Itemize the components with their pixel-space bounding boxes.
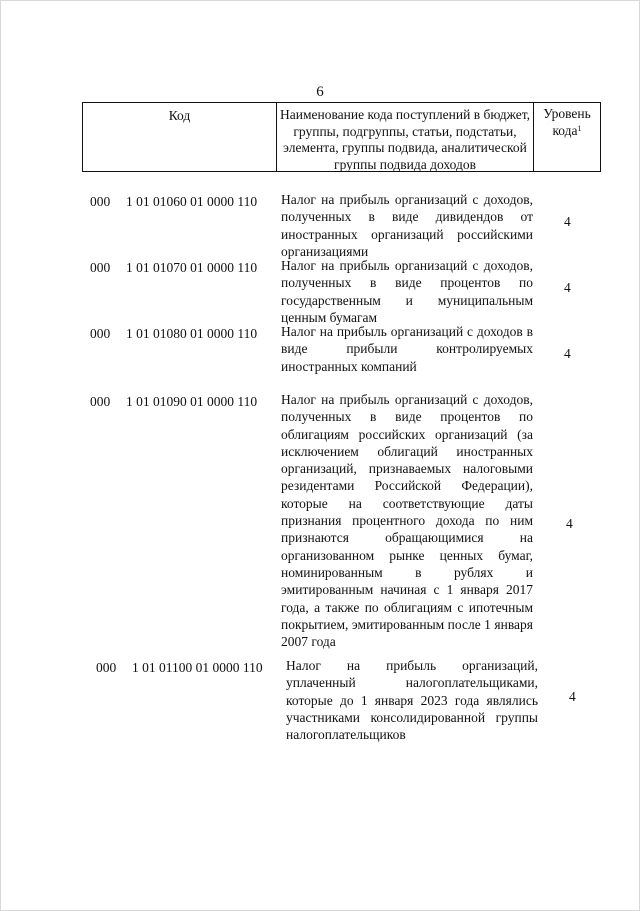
income-name: Налог на прибыль организаций, уплаченный налогоплательщиками, которые до 1 января 2023 года являлись участниками консолидированной группы налогоплательщиков: [286, 658, 538, 743]
admin-code: 000: [90, 394, 111, 409]
budget-code: 1 01 01070 01 0000 110: [126, 260, 258, 275]
income-name: Налог на прибыль организаций с доходов, полученных в виде процентов по государственным и муниципальным ценным бумагам: [281, 258, 533, 325]
header-level-label: Уровень кода: [543, 106, 591, 138]
budget-code: 1 01 01080 01 0000 110: [126, 326, 258, 341]
income-name: Налог на прибыль организаций с доходов в виде прибыли контролируемых иностранных компаний: [281, 324, 533, 374]
code-level: 4: [569, 689, 576, 704]
budget-code: 1 01 01060 01 0000 110: [126, 194, 258, 209]
budget-code: 1 01 01090 01 0000 110: [126, 394, 258, 409]
income-name: Налог на прибыль организаций с доходов, полученных в виде процентов по облигациям российских организаций (за исключением облигаций иностранных организаций, признаваемых налоговыми резидентами Российской Федерации), которые на соответствующие даты признания процентного дохода по ним признаются обращающимися на организованном рынке ценных бумаг, номинированным в рублях и эмитированным начиная с 1 января 2017 года, а также по облигациям с ипотечным покрытием, эмитированным после 1 января 2007 года: [281, 392, 533, 650]
page-number: 6: [316, 84, 324, 100]
admin-code: 000: [90, 326, 111, 341]
header-code: Код: [83, 103, 277, 171]
header-level-footnote: 1: [577, 124, 582, 133]
code-level: 4: [566, 516, 573, 531]
admin-code: 000: [96, 660, 117, 675]
code-level: 4: [564, 214, 571, 229]
header-level: [534, 103, 600, 171]
admin-code: 000: [90, 194, 111, 209]
income-name: Налог на прибыль организаций с доходов, полученных в виде дивидендов от иностранных организаций российскими организациями: [281, 192, 533, 259]
code-level: 4: [564, 346, 571, 361]
admin-code: 000: [90, 260, 111, 275]
header-name: Наименование кода поступлений в бюджет, группы, подгруппы, статьи, подстатьи, элемента, группы подвида, аналитической группы подвида доходов: [277, 103, 534, 171]
budget-code: 1 01 01100 01 0000 110: [132, 660, 263, 675]
code-level: 4: [564, 280, 571, 295]
table-header: [82, 102, 601, 172]
